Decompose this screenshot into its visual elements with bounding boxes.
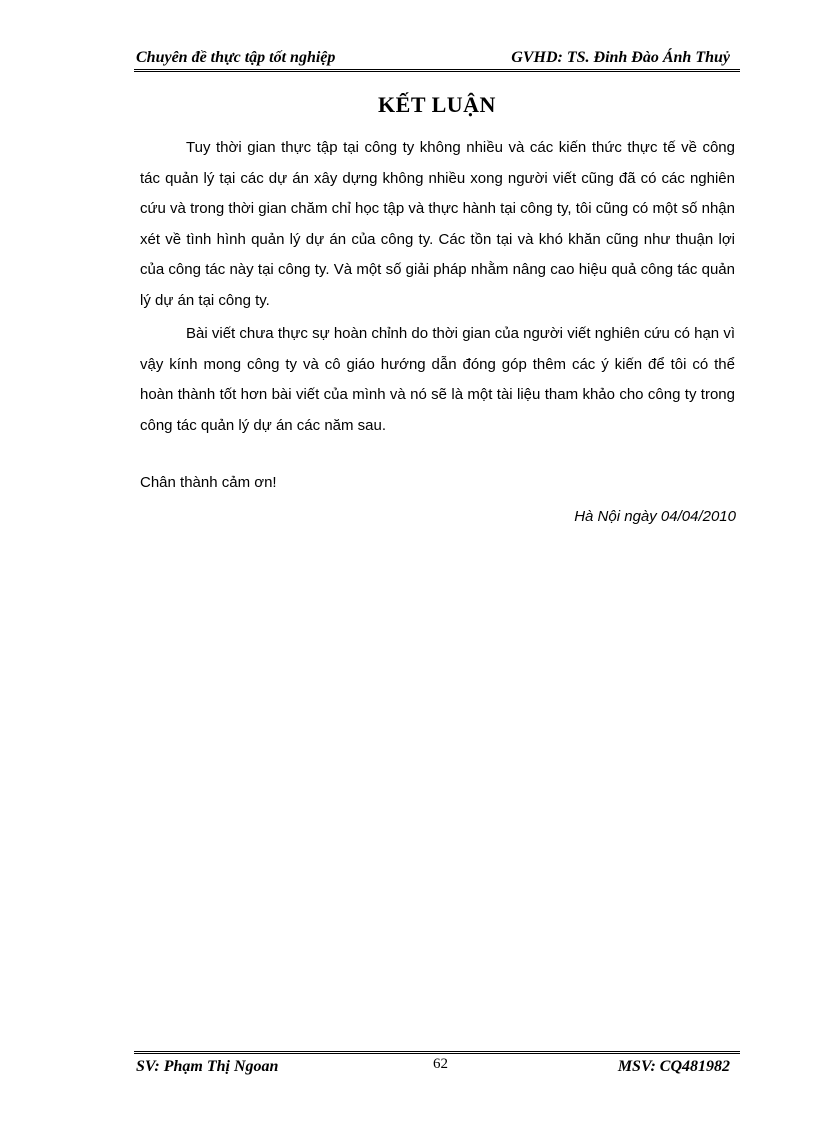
page-title: KẾT LUẬN [378,92,496,117]
header-supervisor: GVHD: TS. Đinh Đào Ánh Thuỷ [511,49,730,66]
page-header [134,46,740,68]
closing-thanks: Chân thành cảm ơn! [140,474,277,491]
footer-student-id: MSV: CQ481982 [617,1058,730,1075]
page-number: 62 [433,1056,448,1072]
signature-date: Hà Nội ngày 04/04/2010 [574,508,736,525]
header-thesis-title: Chuyên đề thực tập tốt nghiệp [136,49,336,66]
page-footer [134,1056,740,1078]
paragraph-2: Bài viết chưa thực sự hoàn chỉnh do thời gian của người viết nghiên cứu có hạn vì vậy kính mong công ty và cô giáo hướng dẫn đóng góp thêm các ý kiến để tôi có thể hoàn thành tốt hơn bài viết của mình và nó sẽ là một tài liệu tham khảo cho công ty trong công tác quản lý dự án các năm sau. [140,325,735,434]
body-text [140,133,735,441]
paragraph-1: Tuy thời gian thực tập tại công ty không nhiều và các kiến thức thực tế về công tác quản lý tại các dự án xây dựng không nhiều xong người viết cũng đã có các nghiên cứu và trong thời gian chăm chỉ học tập và thực hành tại công ty, tôi cũng có một số nhận xét về tình hình quản lý dự án của công ty. Các tồn tại và khó khăn cũng như thuận lợi của công tác này tại công ty. Và một số giải pháp nhằm nâng cao hiệu quả công tác quản lý dự án tại công ty. [140,139,735,309]
footer-divider [134,1051,740,1054]
header-divider [134,69,740,72]
footer-student-name: SV: Phạm Thị Ngoan [136,1058,279,1075]
